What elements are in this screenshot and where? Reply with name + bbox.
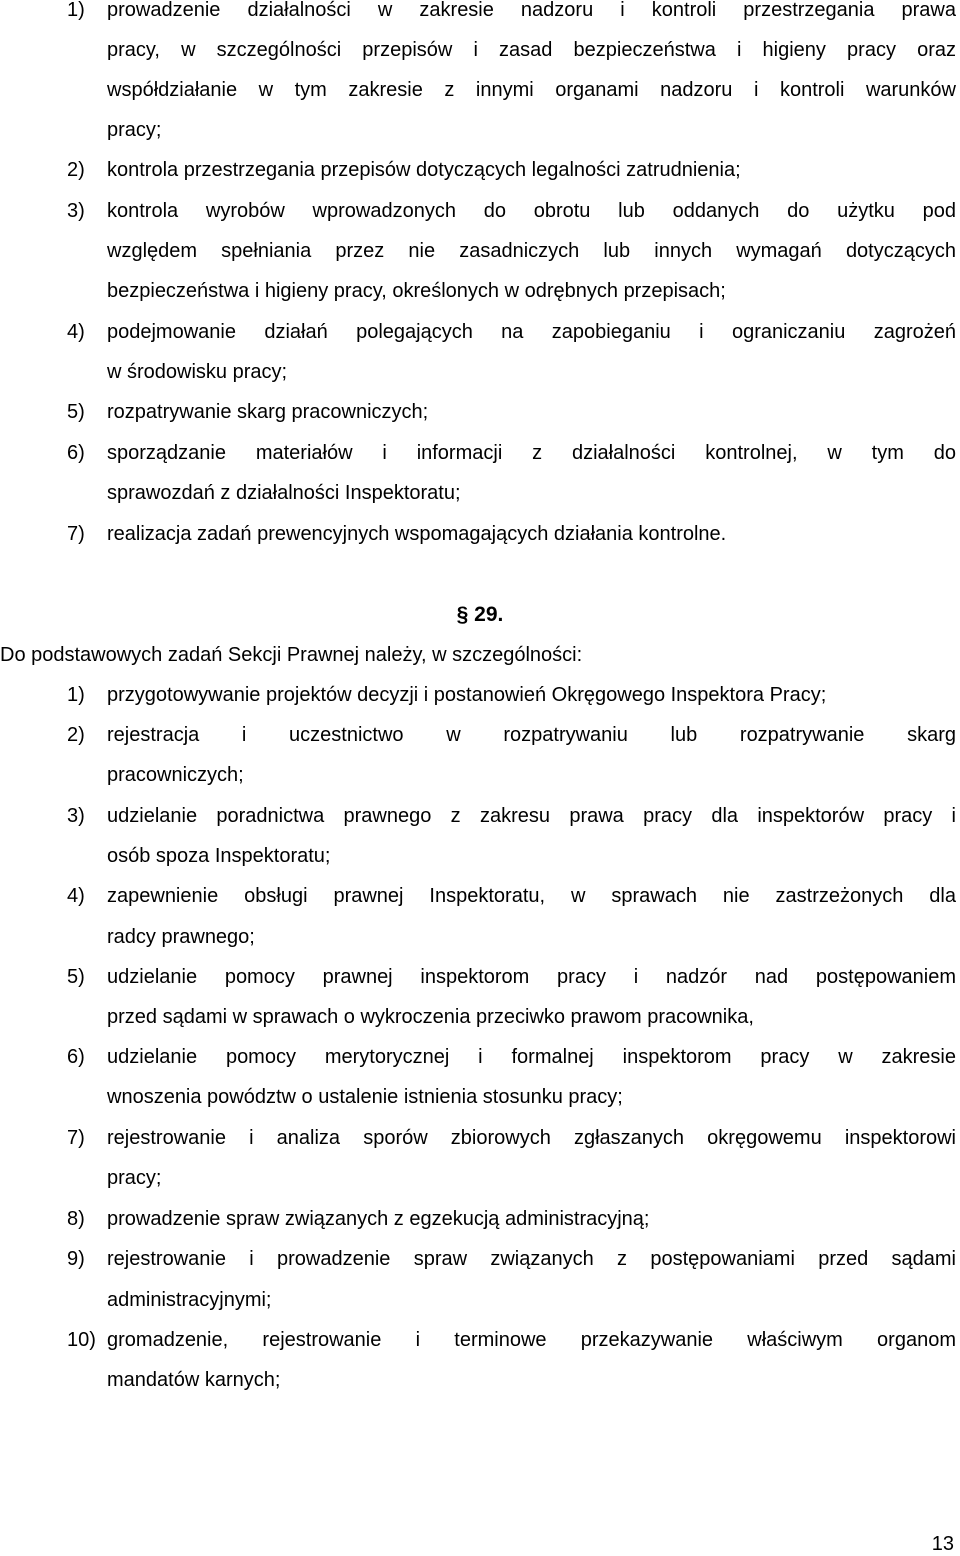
list-item-line: osób spoza Inspektoratu; <box>107 845 331 867</box>
list-item-line: pracowniczych; <box>107 764 244 786</box>
page-number: 13 <box>931 1533 954 1555</box>
list-item-line: pracy, w szczególności przepisów i zasad bezpieczeństwa i higieny pracy oraz <box>107 39 956 61</box>
list-item-line: wnoszenia powództw o ustalenie istnienia stosunku pracy; <box>107 1086 623 1108</box>
list-item-line: przed sądami w sprawach o wykroczenia przeciwko prawom pracownika, <box>107 1006 754 1028</box>
list-item-line: mandatów karnych; <box>107 1369 281 1391</box>
list-item-line: udzielanie pomocy merytorycznej i formalnej inspektorom pracy w zakresie <box>107 1046 956 1068</box>
list-item-line: współdziałanie w tym zakresie z innymi organami nadzoru i kontroli warunków <box>107 79 956 101</box>
list-number: 3) <box>67 805 85 827</box>
list-item-line: przygotowywanie projektów decyzji i postanowień Okręgowego Inspektora Pracy; <box>107 684 827 706</box>
list-item-line: kontrola wyrobów wprowadzonych do obrotu lub oddanych do użytku pod <box>107 200 956 222</box>
list-item-line: w środowisku pracy; <box>107 361 288 383</box>
list-item-line: udzielanie pomocy prawnej inspektorom pracy i nadzór nad postępowaniem <box>107 966 956 988</box>
list-number: 2) <box>67 724 85 746</box>
list-number: 8) <box>67 1208 85 1230</box>
list-item-line: rejestrowanie i analiza sporów zbiorowych zgłaszanych okręgowemu inspektorowi <box>107 1127 956 1149</box>
list-number: 4) <box>67 321 85 343</box>
list-item-line: radcy prawnego; <box>107 926 255 948</box>
list-number: 10) <box>67 1329 96 1351</box>
section-heading: § 29. <box>456 603 504 626</box>
list-item-line: pracy; <box>107 119 162 141</box>
list-item-line: rejestracja i uczestnictwo w rozpatrywaniu lub rozpatrywanie skarg <box>107 724 956 746</box>
list-number: 2) <box>67 159 85 181</box>
list-number: 6) <box>67 1046 85 1068</box>
list-item-line: kontrola przestrzegania przepisów dotyczących legalności zatrudnienia; <box>107 159 741 181</box>
list-item-line: pracy; <box>107 1167 162 1189</box>
list-item-line: prowadzenie spraw związanych z egzekucją administracyjną; <box>107 1208 650 1230</box>
section-intro: Do podstawowych zadań Sekcji Prawnej należy, w szczególności: <box>0 644 583 666</box>
list-item-line: bezpieczeństwa i higieny pracy, określonych w odrębnych przepisach; <box>107 280 726 302</box>
list-number: 3) <box>67 200 85 222</box>
list-item-line: względem spełniania przez nie zasadniczych lub innych wymagań dotyczących <box>107 240 956 262</box>
list-item-line: gromadzenie, rejestrowanie i terminowe przekazywanie właściwym organom <box>107 1329 956 1351</box>
list-item-line: zapewnienie obsługi prawnej Inspektoratu, w sprawach nie zastrzeżonych dla <box>107 885 956 907</box>
list-number: 1) <box>67 0 85 21</box>
list-item-line: udzielanie poradnictwa prawnego z zakresu prawa pracy dla inspektorów pracy i <box>107 805 956 827</box>
list-number: 7) <box>67 1127 85 1149</box>
list-item-line: prowadzenie działalności w zakresie nadzoru i kontroli przestrzegania prawa <box>107 0 956 21</box>
list-number: 5) <box>67 401 85 423</box>
list-item-line: sporządzanie materiałów i informacji z działalności kontrolnej, w tym do <box>107 442 956 464</box>
list-number: 1) <box>67 684 85 706</box>
list-item-line: administracyjnymi; <box>107 1289 272 1311</box>
list-number: 7) <box>67 523 85 545</box>
list-number: 4) <box>67 885 85 907</box>
list-item-line: podejmowanie działań polegających na zapobieganiu i ograniczaniu zagrożeń <box>107 321 956 343</box>
list-item-line: rejestrowanie i prowadzenie spraw związanych z postępowaniami przed sądami <box>107 1248 956 1270</box>
list-item-line: rozpatrywanie skarg pracowniczych; <box>107 401 429 423</box>
list-number: 6) <box>67 442 85 464</box>
list-item-line: realizacja zadań prewencyjnych wspomagających działania kontrolne. <box>107 523 727 545</box>
list-item-line: sprawozdań z działalności Inspektoratu; <box>107 482 461 504</box>
list-number: 9) <box>67 1248 85 1270</box>
list-number: 5) <box>67 966 85 988</box>
